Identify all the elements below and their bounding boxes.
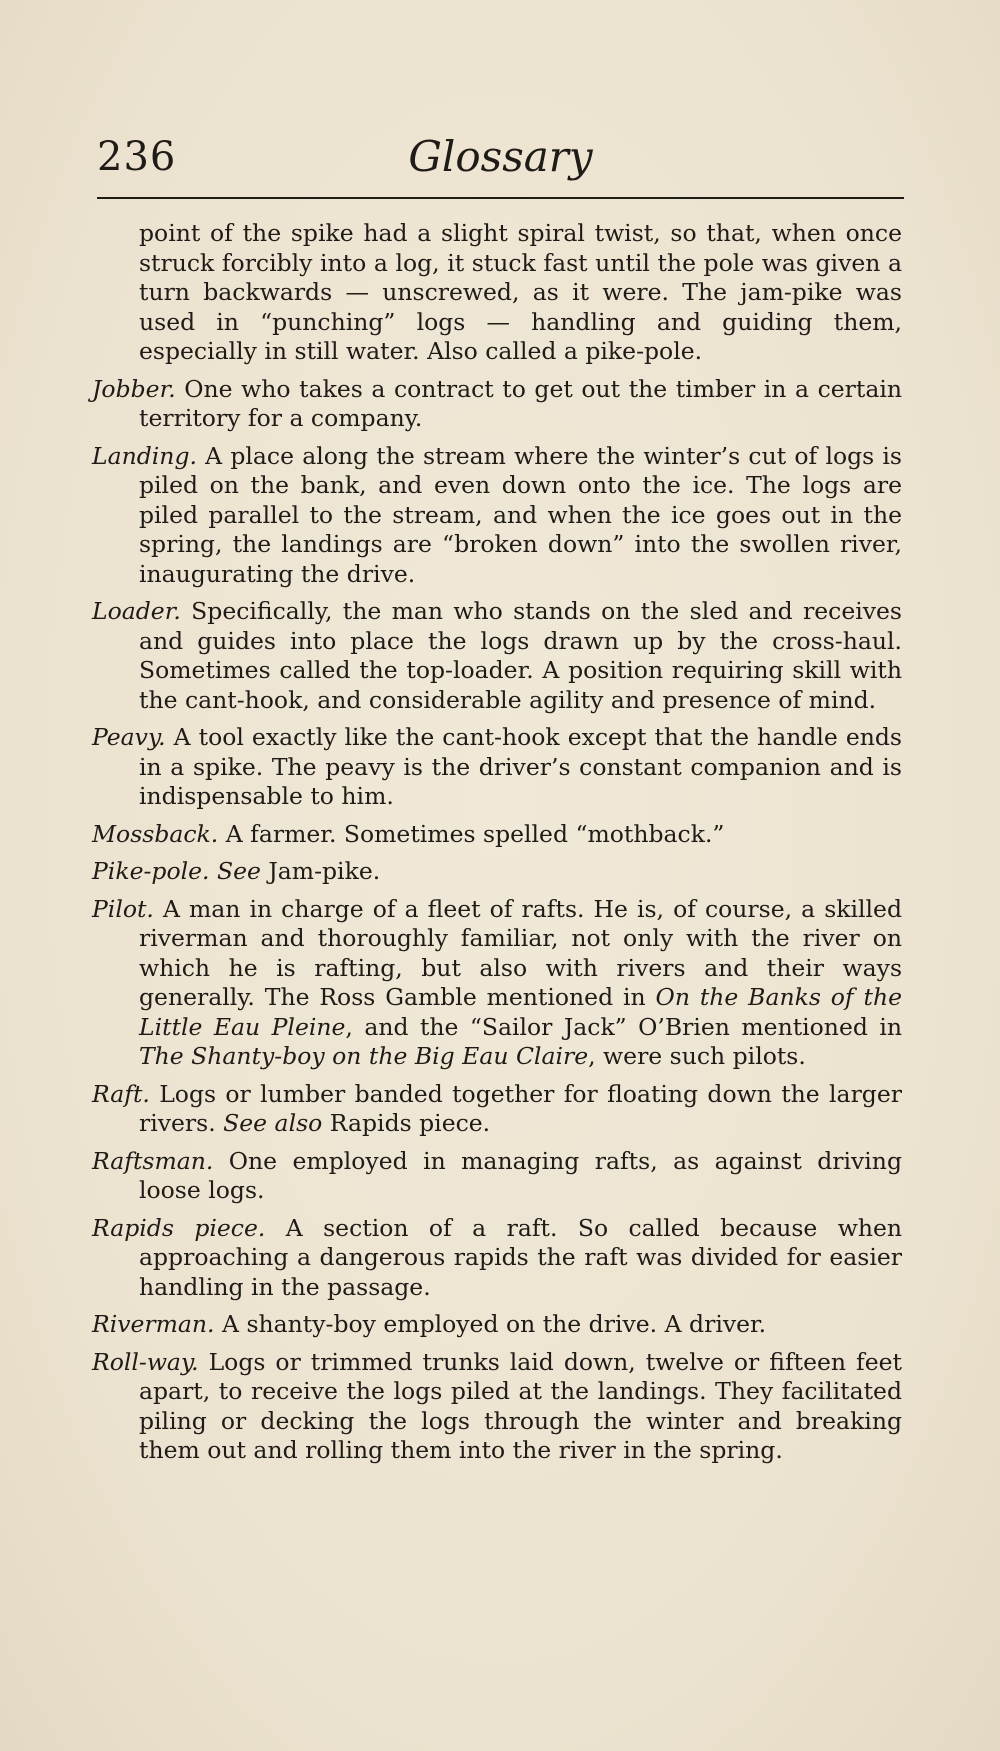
continued-definition: point of the spike had a slight spiral twist, so that, when once struck forcibly into a log, it stuck fast until the pole was given a turn backwards — unscrewed, as it were. The jam-pike was used in “punching” logs — handling and guiding them, especially in still water. Also called a pike-pole. <box>139 219 902 365</box>
entry-definition: Jam-pike. <box>260 857 381 885</box>
entry-term: Riverman. <box>92 1310 215 1338</box>
entry-mossback <box>92 820 902 850</box>
see-also-label: See also <box>223 1109 323 1137</box>
entry-definition: Specifically, the man who stands on the sled and receives and guides into place the logs drawn up by the cross-haul. Sometimes called the top-loader. A position requiring skill with the cant-hook, and considerable agility and presence of mind. <box>139 597 902 714</box>
cross-reference: Rapids piece. <box>322 1109 491 1137</box>
page-number: 236 <box>97 134 177 180</box>
entry-pike-pole <box>92 857 902 887</box>
entry-definition: Logs or lumber banded together for floating down the larger rivers. <box>139 1079 902 1137</box>
entry-term: Raft. <box>92 1079 150 1108</box>
entry-term: Rapids piece. <box>92 1213 266 1242</box>
entry-raft <box>92 1080 902 1139</box>
entry-definition: Logs or trimmed trunks laid down, twelve or fifteen feet apart, to receive the logs piled at the landings. They facilitated piling or decking the logs through the winter and breaking them out and rolling them into the river in the spring. <box>139 1347 902 1464</box>
entry-definition: A tool exactly like the cant-hook except that the handle ends in a spike. The peavy is the driver’s constant companion and is indispensable to him. <box>139 723 902 810</box>
entry-definition: A section of a raft. So called because when approaching a dangerous rapids the raft was divided for easier handling in the passage. <box>139 1213 902 1301</box>
entry-term: Jobber. <box>92 374 176 403</box>
page-header <box>97 128 904 196</box>
entry-definition-part: , and the “Sailor Jack” O’Brien mentioned in <box>345 1012 902 1041</box>
entry-definition: A shanty-boy employed on the drive. A driver. <box>214 1310 767 1338</box>
entry-term: Landing. <box>92 441 197 470</box>
entry-definition: One employed in managing rafts, as against driving loose logs. <box>139 1146 902 1204</box>
entry-term: Pilot. <box>92 894 154 923</box>
entry-raftsman <box>92 1147 902 1206</box>
running-head: Glossary <box>408 132 593 181</box>
song-title: The Shanty-boy on the Big Eau Claire <box>139 1042 589 1070</box>
entry-term: Pike-pole. <box>92 857 210 885</box>
header-rule <box>97 197 904 199</box>
entry-definition-part: , were such pilots. <box>588 1042 806 1070</box>
entry-riverman <box>92 1310 902 1340</box>
entry-jobber <box>92 375 902 434</box>
entry-peavy <box>92 723 902 812</box>
entry-definition-part: A man in charge of a fleet of rafts. He is, of course, a skilled riverman and thoroughly familiar, not only with the river on which he is rafting, but also with rivers and their ways generally. The Ross Gamble mentioned in <box>139 894 902 1011</box>
entry-landing <box>92 442 902 590</box>
entry-definition: A farmer. Sometimes spelled “mothback.” <box>218 819 725 848</box>
entry-term: Raftsman. <box>92 1146 214 1175</box>
entry-term: Peavy. <box>92 723 166 751</box>
entry-roll-way <box>92 1348 902 1466</box>
see-reference-label: See <box>209 857 261 885</box>
entry-definition: One who takes a contract to get out the timber in a certain territory for a company. <box>139 374 902 432</box>
glossary-body <box>92 219 902 1474</box>
song-title: On the Banks of the Little Eau Pleine <box>139 983 902 1041</box>
entry-term: Mossback. <box>92 819 219 848</box>
entry-rapids-piece <box>92 1214 902 1303</box>
entry-definition: A place along the stream where the winter’s cut of logs is piled on the bank, and even down onto the ice. The logs are piled parallel to the stream, and when the ice goes out in the spring, the landings are “broken down” into the swollen river, inaugurating the drive. <box>139 441 902 588</box>
entry-pilot <box>92 895 902 1072</box>
entry-term: Roll-way. <box>92 1347 199 1376</box>
entry-term: Loader. <box>92 597 181 625</box>
entry-loader <box>92 597 902 715</box>
